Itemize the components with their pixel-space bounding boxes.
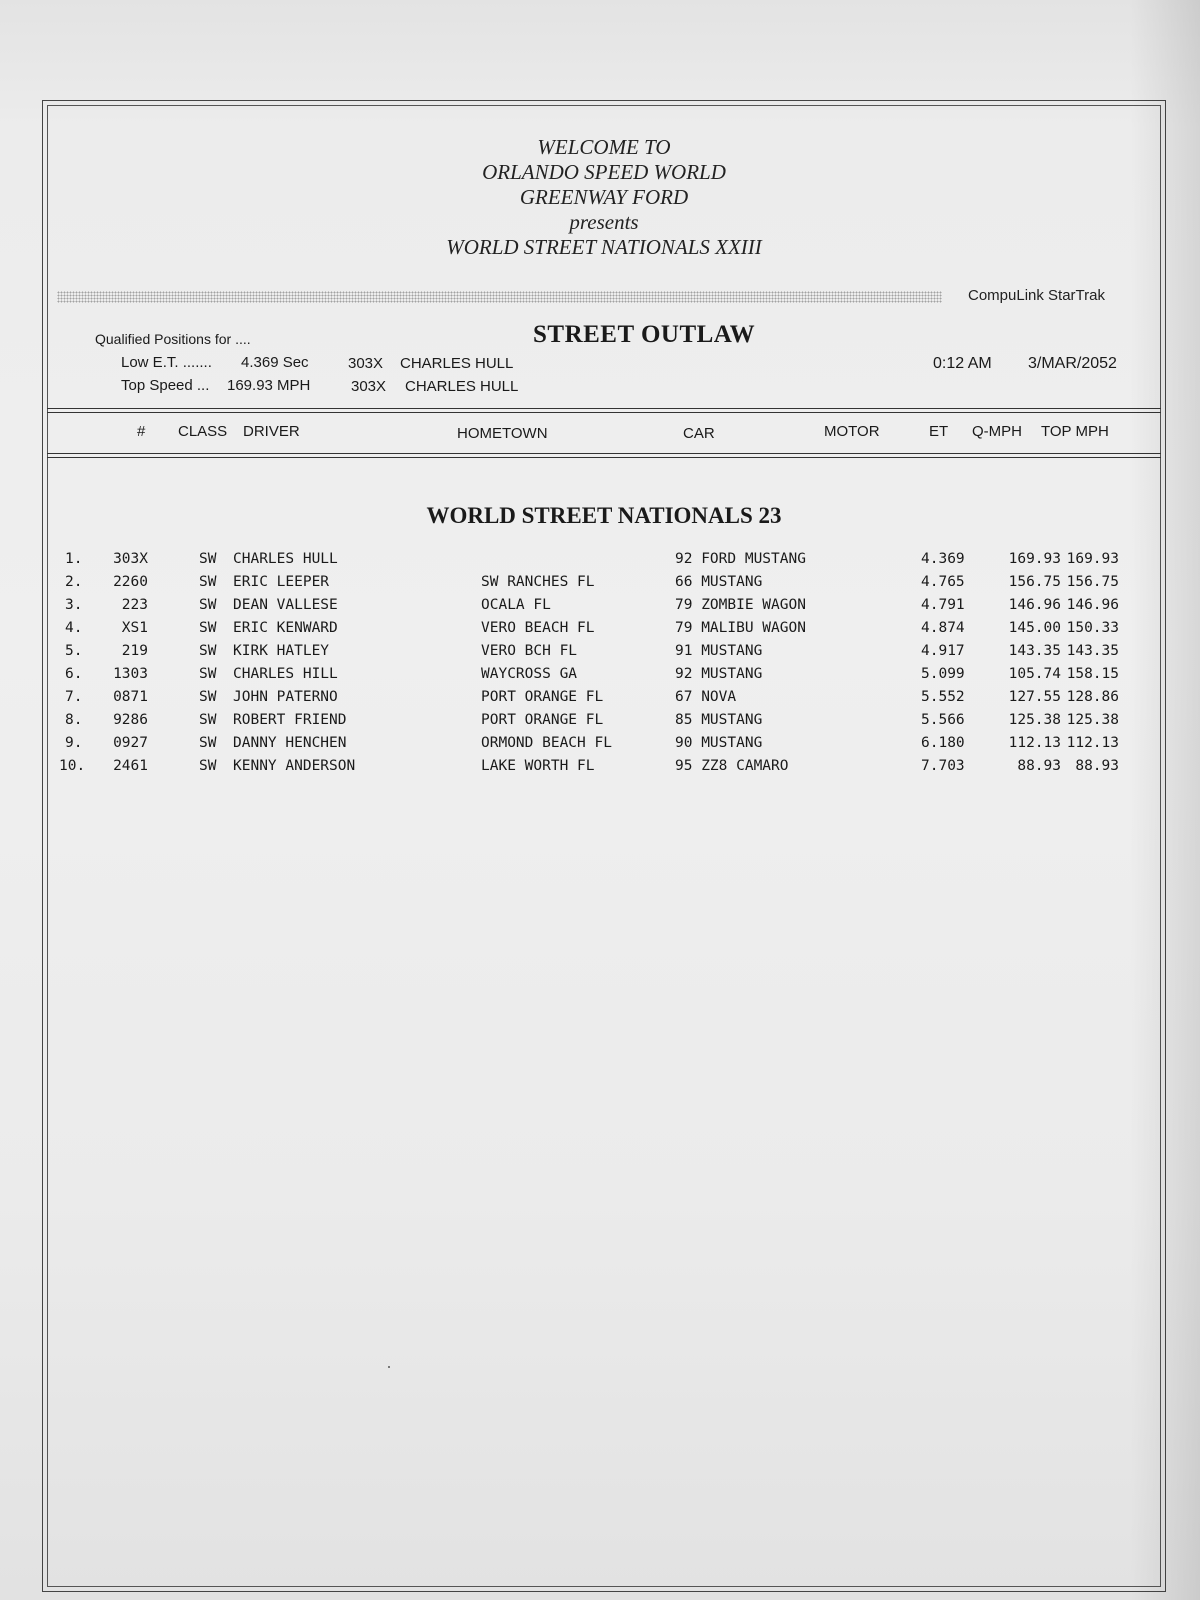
row-qmph: 156.75 bbox=[1008, 574, 1061, 590]
row-class: SW bbox=[199, 712, 217, 728]
track-name: ORLANDO SPEED WORLD bbox=[482, 160, 726, 184]
brand-label: CompuLink StarTrak bbox=[968, 287, 1105, 304]
row-topmph: 150.33 bbox=[1066, 620, 1119, 636]
low-et-driver: CHARLES HULL bbox=[400, 355, 514, 372]
col-header-qmph: Q-MPH bbox=[972, 423, 1022, 440]
row-qmph: 125.38 bbox=[1008, 712, 1061, 728]
row-car-number: 9286 bbox=[113, 712, 148, 728]
row-car-number: 1303 bbox=[113, 666, 148, 682]
row-hometown: VERO BCH FL bbox=[481, 643, 578, 659]
row-driver: ERIC LEEPER bbox=[233, 574, 330, 590]
row-car: 79 ZOMBIE WAGON bbox=[675, 597, 806, 613]
presents-line: presents bbox=[569, 210, 639, 234]
row-hometown: PORT ORANGE FL bbox=[481, 689, 604, 705]
row-qmph: 105.74 bbox=[1008, 666, 1061, 682]
row-car: 79 MALIBU WAGON bbox=[675, 620, 806, 636]
row-et: 7.703 bbox=[921, 758, 965, 774]
col-header-class: CLASS bbox=[178, 423, 228, 440]
row-et: 4.917 bbox=[921, 643, 965, 659]
row-topmph: 128.86 bbox=[1066, 689, 1119, 705]
row-driver: KIRK HATLEY bbox=[233, 643, 330, 659]
sponsor-name: GREENWAY FORD bbox=[519, 185, 689, 209]
row-car: 91 MUSTANG bbox=[675, 643, 763, 659]
event-name: WORLD STREET NATIONALS XXIII bbox=[446, 235, 762, 259]
top-speed-label: Top Speed ... bbox=[121, 377, 210, 394]
class-title: STREET OUTLAW bbox=[533, 321, 756, 348]
row-car-number: XS1 bbox=[121, 620, 148, 636]
row-et: 6.180 bbox=[921, 735, 965, 751]
row-car: 85 MUSTANG bbox=[675, 712, 763, 728]
row-car-number: 0871 bbox=[113, 689, 148, 705]
row-hometown: WAYCROSS GA bbox=[481, 666, 578, 682]
row-hometown: PORT ORANGE FL bbox=[481, 712, 604, 728]
row-driver: ERIC KENWARD bbox=[233, 620, 338, 636]
row-topmph: 156.75 bbox=[1066, 574, 1119, 590]
table-row bbox=[43, 574, 1165, 597]
table-row bbox=[43, 689, 1165, 712]
row-qmph: 143.35 bbox=[1008, 643, 1061, 659]
row-car-number: 303X bbox=[113, 551, 148, 567]
row-class: SW bbox=[199, 643, 217, 659]
row-driver: KENNY ANDERSON bbox=[233, 758, 356, 774]
print-date: 3/MAR/2052 bbox=[1028, 355, 1117, 372]
table-row bbox=[43, 597, 1165, 620]
row-class: SW bbox=[199, 574, 217, 590]
row-driver: ROBERT FRIEND bbox=[233, 712, 347, 728]
row-class: SW bbox=[199, 735, 217, 751]
row-position: 10. bbox=[59, 758, 86, 774]
welcome-line: WELCOME TO bbox=[537, 135, 671, 159]
table-row bbox=[43, 758, 1165, 781]
row-et: 5.099 bbox=[921, 666, 965, 682]
row-class: SW bbox=[199, 666, 217, 682]
row-position: 7. bbox=[65, 689, 83, 705]
row-position: 2. bbox=[65, 574, 83, 590]
row-position: 1. bbox=[65, 551, 83, 567]
row-car-number: 2260 bbox=[113, 574, 148, 590]
row-position: 6. bbox=[65, 666, 83, 682]
row-class: SW bbox=[199, 689, 217, 705]
row-car: 90 MUSTANG bbox=[675, 735, 763, 751]
row-class: SW bbox=[199, 620, 217, 636]
row-qmph: 169.93 bbox=[1008, 551, 1061, 567]
row-et: 4.874 bbox=[921, 620, 965, 636]
table-row bbox=[43, 551, 1165, 574]
row-position: 9. bbox=[65, 735, 83, 751]
row-driver: CHARLES HULL bbox=[233, 551, 338, 567]
row-position: 4. bbox=[65, 620, 83, 636]
row-topmph: 146.96 bbox=[1066, 597, 1119, 613]
row-driver: DEAN VALLESE bbox=[233, 597, 338, 613]
row-car-number: 0927 bbox=[113, 735, 148, 751]
row-driver: CHARLES HILL bbox=[233, 666, 338, 682]
row-car-number: 223 bbox=[121, 597, 148, 613]
print-time: 0:12 AM bbox=[933, 355, 992, 372]
table-row bbox=[43, 620, 1165, 643]
row-qmph: 112.13 bbox=[1008, 735, 1061, 751]
top-speed-value: 169.93 MPH bbox=[227, 377, 311, 394]
page-frame bbox=[42, 100, 1166, 1592]
col-header-num: # bbox=[137, 423, 146, 440]
row-driver: DANNY HENCHEN bbox=[233, 735, 347, 751]
col-header-motor: MOTOR bbox=[824, 423, 880, 440]
col-header-car: CAR bbox=[683, 425, 715, 442]
row-car-number: 2461 bbox=[113, 758, 148, 774]
low-et-value: 4.369 Sec bbox=[241, 354, 309, 371]
row-class: SW bbox=[199, 758, 217, 774]
row-car: 92 MUSTANG bbox=[675, 666, 763, 682]
results-event-title: WORLD STREET NATIONALS 23 bbox=[426, 503, 782, 528]
col-header-topmph: TOP MPH bbox=[1041, 423, 1109, 440]
row-hometown: SW RANCHES FL bbox=[481, 574, 595, 590]
dotted-separator bbox=[57, 291, 942, 303]
table-row bbox=[43, 666, 1165, 689]
row-qmph: 127.55 bbox=[1008, 689, 1061, 705]
top-speed-car: 303X bbox=[351, 378, 387, 395]
print-speck bbox=[388, 1366, 390, 1368]
row-hometown: VERO BEACH FL bbox=[481, 620, 595, 636]
row-car: 95 ZZ8 CAMARO bbox=[675, 758, 789, 774]
row-hometown: ORMOND BEACH FL bbox=[481, 735, 612, 751]
row-class: SW bbox=[199, 597, 217, 613]
row-topmph: 125.38 bbox=[1066, 712, 1119, 728]
low-et-label: Low E.T. ....... bbox=[121, 354, 212, 371]
header-rule-bottom bbox=[47, 453, 1161, 458]
welcome-header bbox=[43, 135, 1165, 260]
row-topmph: 112.13 bbox=[1066, 735, 1119, 751]
row-et: 5.552 bbox=[921, 689, 965, 705]
row-et: 4.791 bbox=[921, 597, 965, 613]
row-topmph: 169.93 bbox=[1066, 551, 1119, 567]
qualified-label: Qualified Positions for .... bbox=[95, 331, 251, 347]
row-position: 8. bbox=[65, 712, 83, 728]
row-hometown: OCALA FL bbox=[481, 597, 551, 613]
col-header-et: ET bbox=[929, 423, 949, 440]
row-car-number: 219 bbox=[121, 643, 148, 659]
row-topmph: 158.15 bbox=[1066, 666, 1119, 682]
col-header-hometown: HOMETOWN bbox=[457, 425, 548, 442]
row-position: 3. bbox=[65, 597, 83, 613]
table-row bbox=[43, 712, 1165, 735]
col-header-driver: DRIVER bbox=[243, 423, 300, 440]
row-qmph: 146.96 bbox=[1008, 597, 1061, 613]
row-car: 67 NOVA bbox=[675, 689, 737, 705]
row-qmph: 88.93 bbox=[1017, 758, 1061, 774]
row-topmph: 143.35 bbox=[1066, 643, 1119, 659]
row-et: 4.765 bbox=[921, 574, 965, 590]
row-driver: JOHN PATERNO bbox=[233, 689, 338, 705]
row-car: 66 MUSTANG bbox=[675, 574, 763, 590]
row-et: 4.369 bbox=[921, 551, 965, 567]
row-car: 92 FORD MUSTANG bbox=[675, 551, 806, 567]
row-position: 5. bbox=[65, 643, 83, 659]
row-class: SW bbox=[199, 551, 217, 567]
low-et-car: 303X bbox=[348, 355, 384, 372]
header-rule-top bbox=[47, 408, 1161, 413]
row-et: 5.566 bbox=[921, 712, 965, 728]
row-hometown: LAKE WORTH FL bbox=[481, 758, 595, 774]
top-speed-driver: CHARLES HULL bbox=[405, 378, 519, 395]
table-row bbox=[43, 735, 1165, 758]
row-qmph: 145.00 bbox=[1008, 620, 1061, 636]
table-row bbox=[43, 643, 1165, 666]
row-topmph: 88.93 bbox=[1075, 758, 1119, 774]
